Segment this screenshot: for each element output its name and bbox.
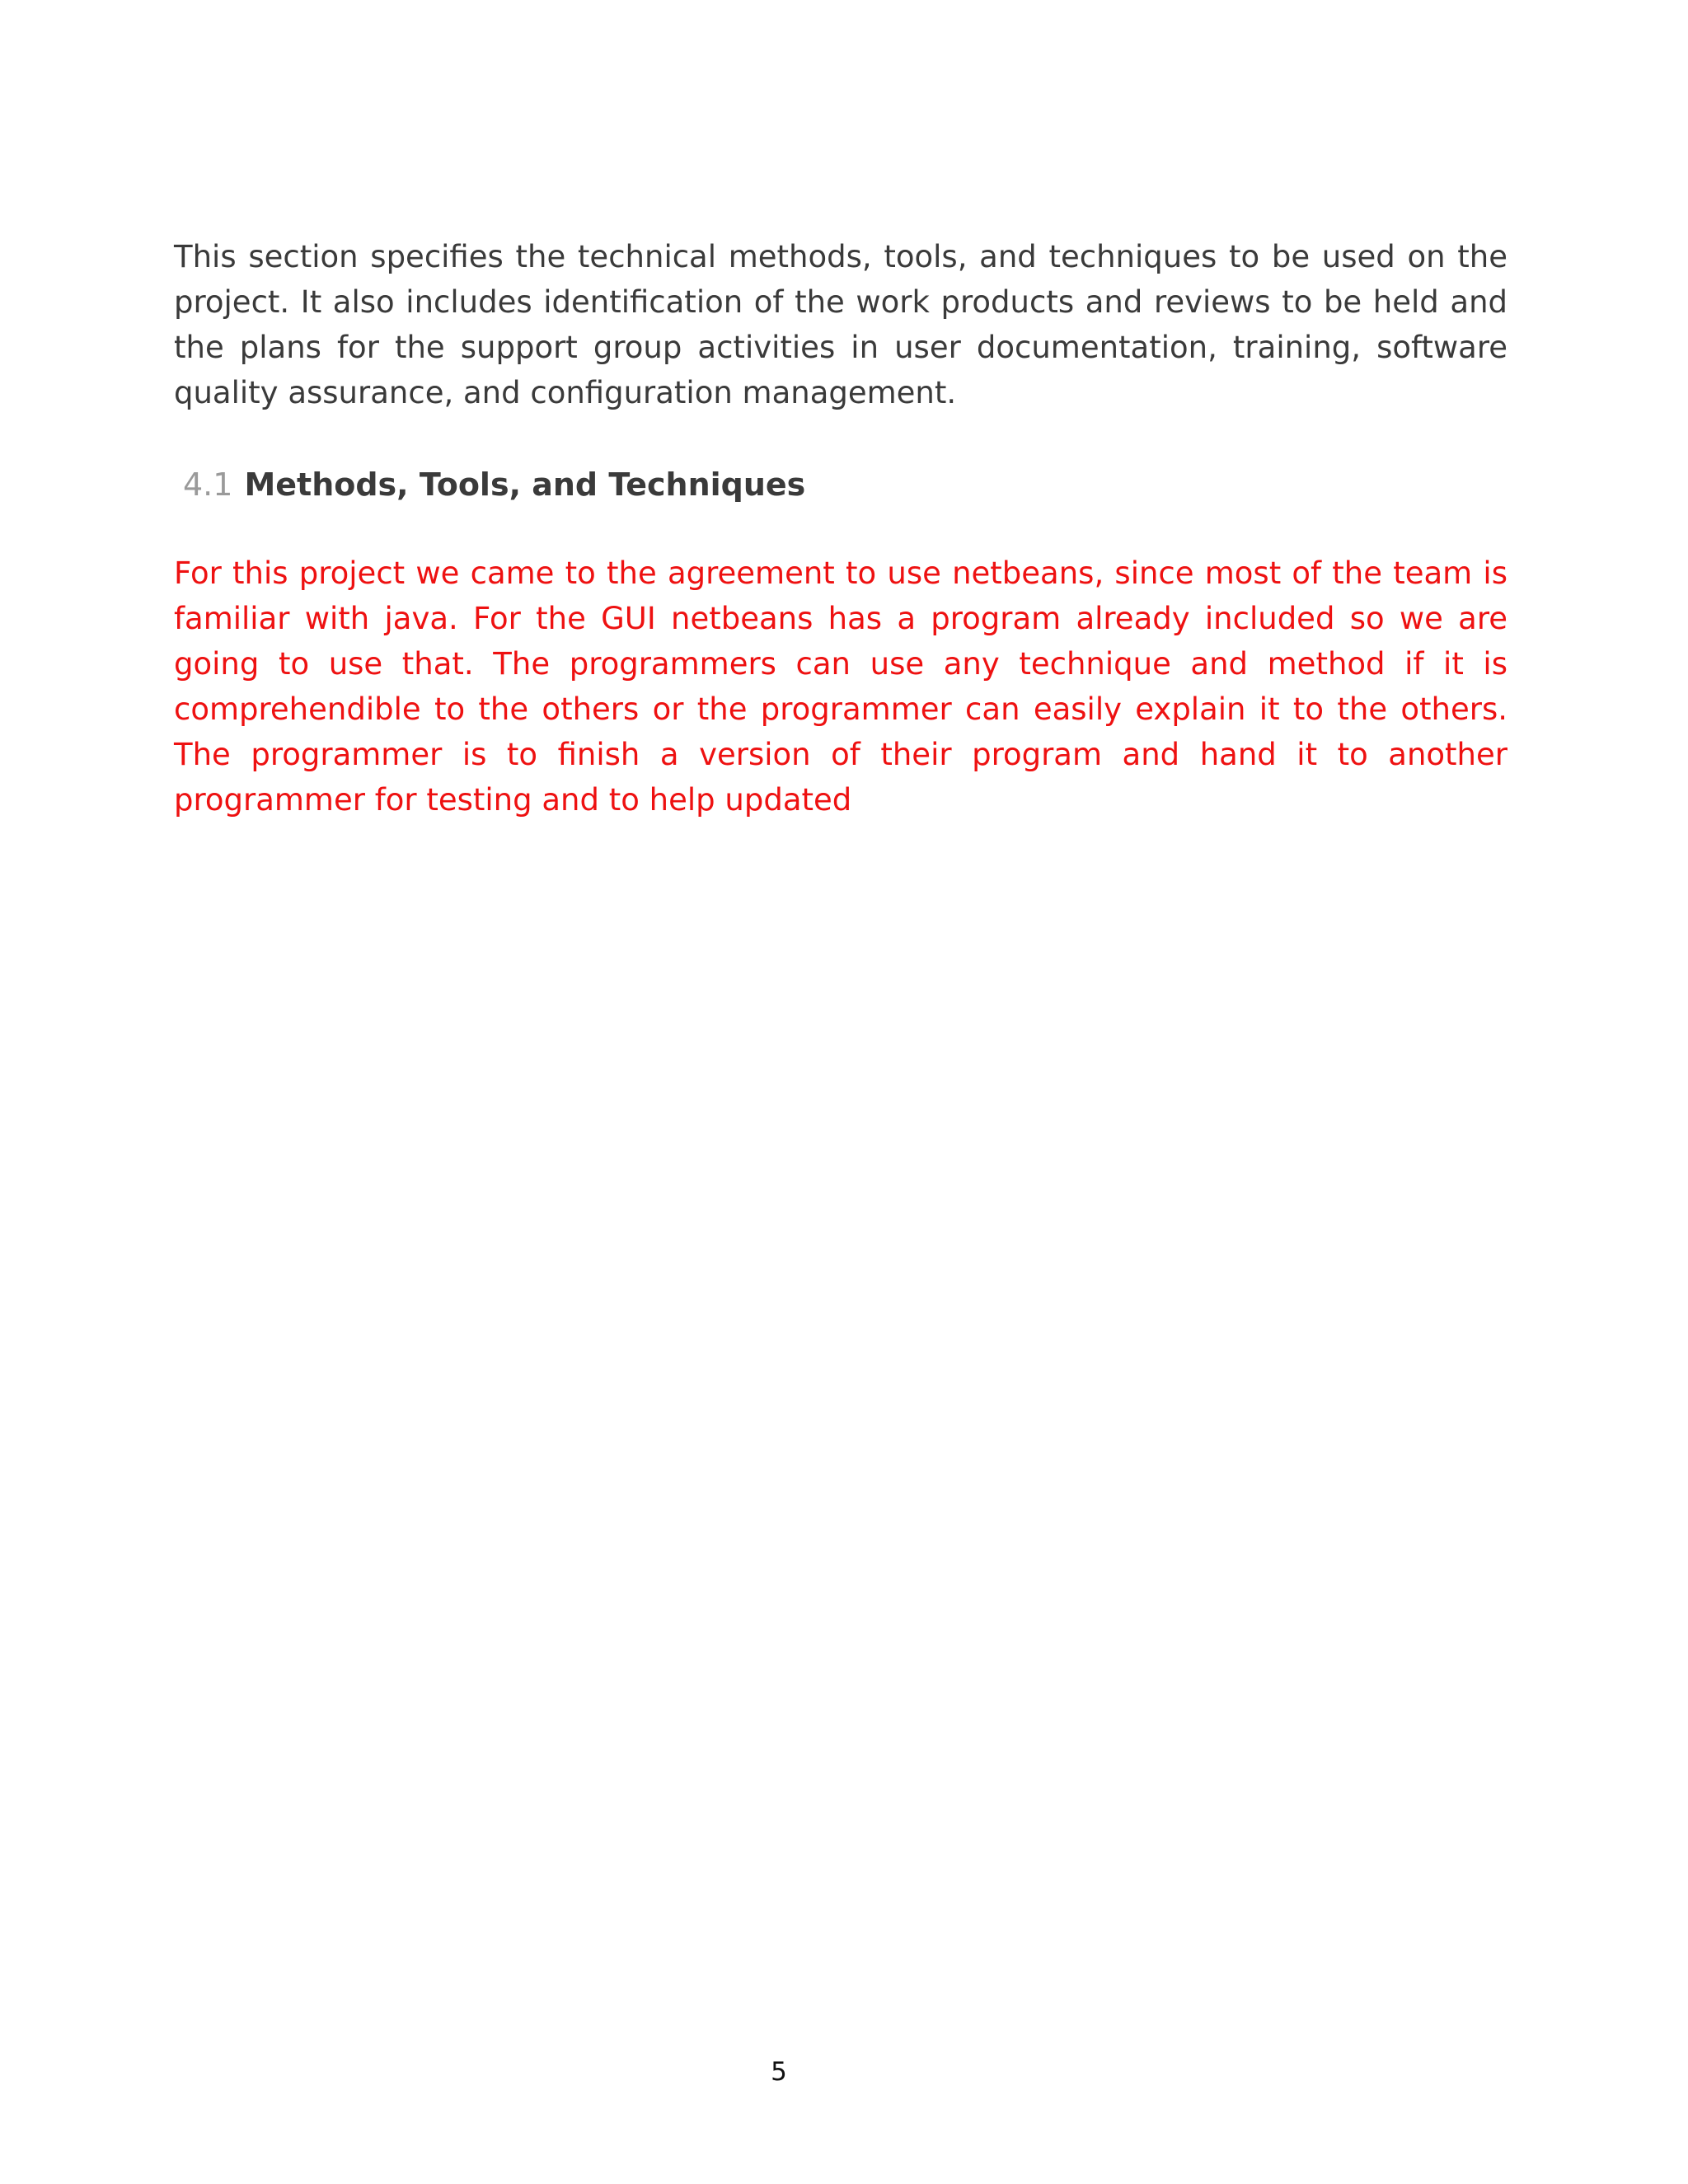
section-body-paragraph: For this project we came to the agreement to use netbeans, since most of the team is familiar with java. For the GUI netbeans has a program already included so we are going to use that. The programmers can use any technique and method if it is comprehendible to the others or the programmer can easily explain it to the others. The programmer is to finish a version of their program and hand it to another programmer for testing and to help updated bbox=[174, 555, 1507, 818]
page-number: 5 bbox=[771, 2057, 787, 2087]
section-title: Methods, Tools, and Techniques bbox=[244, 466, 806, 503]
section-heading bbox=[183, 462, 805, 508]
section-number: 4.1 bbox=[183, 466, 233, 503]
intro-paragraph: This section specifies the technical methods, tools, and techniques to be used on the project. It also includes identification of the work products and reviews to be held and the plans for the support group activities in user documentation, training, software quality assurance, and configuration management. bbox=[174, 239, 1507, 410]
